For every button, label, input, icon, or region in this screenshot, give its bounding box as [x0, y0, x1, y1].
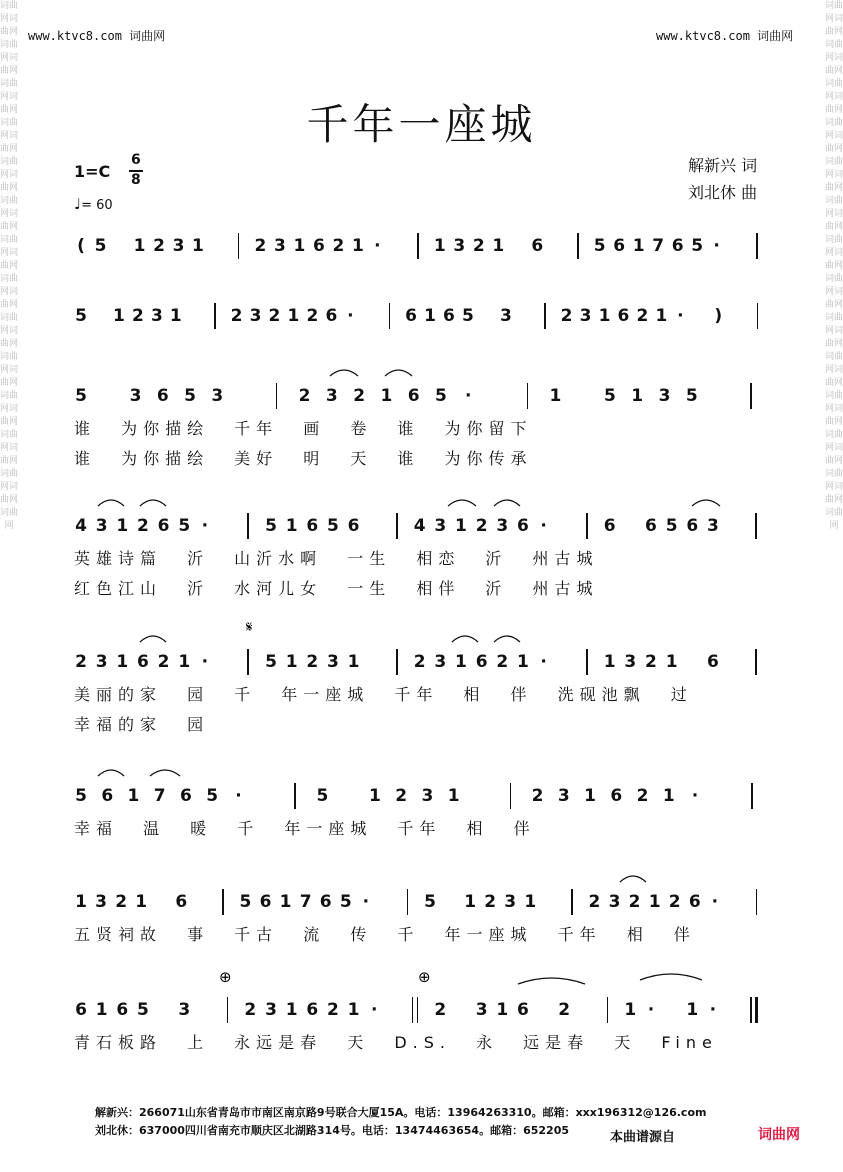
note: 3 [475, 1000, 488, 1020]
dot-mark: · [201, 516, 209, 536]
note: 6 [180, 786, 192, 806]
note: 5 [137, 1000, 149, 1020]
note: 5 [94, 236, 107, 256]
note: 1 [178, 652, 191, 672]
lyric-line: 五贤祠故 事 千古 流 传 千 年一座城 千年 相 伴 [74, 925, 696, 944]
note: 1 [347, 652, 360, 672]
note: 2 [131, 306, 144, 326]
note: 2 [636, 786, 649, 806]
side-watermark-text: 词曲网词曲网词曲网词曲网词曲网词曲网词曲网词曲网词曲网词曲网词曲网词曲网词曲网词曲网词曲网词曲网词曲网词曲网词曲网词曲网词曲网词曲网词曲网词曲网词曲网词曲网词曲网 [825, 1, 843, 531]
note: 1 [496, 1000, 509, 1020]
note: 6 [443, 306, 455, 326]
footer-line-1: 解新兴：266071山东省青岛市市南区南京路9号联合大厦15A。电话：13964263310。邮箱：xxx196312@126.com [95, 1106, 707, 1119]
paren-mark: ( [77, 236, 85, 256]
time-signature-top: 6 [131, 152, 141, 168]
note: 1 [169, 306, 182, 326]
quarter-note-icon: ♩ [74, 195, 82, 213]
note: 5 [665, 516, 678, 536]
note: 1 [380, 386, 393, 406]
note: 1 [95, 1000, 108, 1020]
note: 3 [325, 386, 338, 406]
footer-line-2: 刘北休：637000四川省南充市顺庆区北湖路314号。电话：13474463654。邮箱：652205 [95, 1124, 569, 1137]
slur-arc [448, 500, 476, 506]
note: 5 [685, 386, 698, 406]
slur-arc [98, 770, 124, 776]
note: 1 [424, 306, 436, 326]
note: 2 [636, 306, 649, 326]
note: 3 [499, 306, 512, 326]
lyricist-credit: 解新兴 词 [688, 156, 758, 175]
slur-arc [692, 500, 720, 506]
note: 2 [628, 892, 641, 912]
note: 3 [434, 516, 447, 536]
note: 3 [178, 1000, 191, 1020]
note: 2 [560, 306, 573, 326]
note: 3 [496, 516, 509, 536]
note: 3 [504, 892, 517, 912]
note: 3 [327, 652, 339, 672]
note: 6 [517, 516, 529, 536]
note: 3 [608, 892, 621, 912]
note: 1 [279, 892, 292, 912]
note: 7 [652, 236, 665, 256]
dot-mark: · [371, 1000, 378, 1020]
note: 7 [153, 786, 166, 806]
note: 5 [75, 386, 87, 406]
note: 1 [116, 516, 129, 536]
note: 6 [617, 306, 630, 326]
slur-arc [620, 876, 646, 882]
note: 3 [453, 236, 466, 256]
note: 5 [604, 386, 616, 406]
note: 3 [624, 652, 637, 672]
note: 5 [75, 306, 87, 326]
note: 5 [239, 892, 252, 912]
song-title: 千年一座城 [306, 100, 537, 149]
note: 1 [287, 306, 300, 326]
lyric-line: 幸福 温 暖 千 年一座城 千年 相 伴 [74, 819, 536, 838]
note: 6 [319, 892, 332, 912]
slur-arc [150, 770, 180, 776]
slur-arc [140, 500, 166, 506]
note: 1 [603, 652, 616, 672]
note: 2 [645, 652, 657, 672]
note: 1 [648, 892, 661, 912]
note: 3 [95, 652, 108, 672]
note: 6 [405, 306, 417, 326]
note: 1 [686, 1000, 699, 1020]
note: 6 [116, 1000, 129, 1020]
dot-mark: · [691, 786, 699, 806]
note: 1 [455, 652, 467, 672]
note: 6 [347, 516, 360, 536]
note: 3 [249, 306, 262, 326]
lyric-line: 谁 为你描绘 千年 画 卷 谁 为你留下 [74, 419, 533, 438]
coda-icon: ⊕ [219, 968, 232, 986]
source-note: 本曲谱源自 [610, 1130, 676, 1145]
note: 5 [339, 892, 352, 912]
site-url-right[interactable]: www.ktvc8.com 词曲网 [656, 29, 794, 43]
note: 5 [327, 516, 339, 536]
note: 5 [75, 786, 87, 806]
note: 5 [184, 386, 196, 406]
note: 1 [447, 786, 460, 806]
note: 2 [75, 652, 87, 672]
note: 6 [645, 516, 657, 536]
lyric-line: 谁 为你描绘 美好 明 天 谁 为你传承 [74, 449, 533, 468]
note: 1 [368, 786, 381, 806]
note: 2 [558, 1000, 571, 1020]
note: 1 [662, 786, 675, 806]
segno-icon: 𝄋 [246, 618, 253, 636]
note: 2 [668, 892, 681, 912]
slur-arc [494, 636, 520, 642]
note: 6 [531, 236, 544, 256]
note: 1 [133, 236, 146, 256]
paren-mark: ) [714, 306, 723, 326]
note: 1 [135, 892, 148, 912]
note: 6 [325, 306, 338, 326]
note: 1 [464, 892, 477, 912]
note: 2 [472, 236, 485, 256]
ktvc8-logo[interactable]: 词曲网 [758, 1127, 800, 1143]
note: 5 [265, 516, 277, 536]
note: 1 [285, 1000, 298, 1020]
dot-mark: · [347, 306, 354, 326]
note: 2 [115, 892, 128, 912]
note: 1 [285, 652, 298, 672]
slur-arc [140, 636, 166, 642]
note: 1 [347, 1000, 360, 1020]
note: 6 [613, 236, 626, 256]
note: 2 [327, 1000, 339, 1020]
dot-mark: · [464, 386, 472, 406]
note: 6 [259, 892, 272, 912]
note: 2 [395, 786, 408, 806]
note: 2 [353, 386, 366, 406]
key-signature: 1=C [74, 162, 111, 181]
note: 5 [265, 652, 277, 672]
note: 6 [706, 652, 719, 672]
note: 1 [632, 236, 645, 256]
note: 3 [706, 516, 719, 536]
note: 6 [603, 516, 616, 536]
note: 6 [686, 516, 699, 536]
time-signature-bottom: 8 [131, 172, 141, 188]
note: 1 [492, 236, 505, 256]
dot-mark: · [540, 516, 547, 536]
note: 1 [293, 236, 306, 256]
slur-arc [640, 974, 702, 980]
note: 1 [517, 652, 529, 672]
note: 1 [524, 892, 537, 912]
note: 1 [655, 306, 668, 326]
note: 1 [113, 306, 125, 326]
note: 4 [413, 516, 426, 536]
note: 5 [434, 386, 447, 406]
note: 2 [306, 652, 319, 672]
note: 3 [129, 386, 142, 406]
note: 2 [588, 892, 601, 912]
note: 7 [299, 892, 312, 912]
lyric-line: 美丽的家 园 千 年一座城 千年 相 伴 洗砚池飘 过 [74, 685, 693, 704]
note: 1 [631, 386, 644, 406]
lyric-line: 幸福的家 园 [74, 715, 210, 734]
note: 3 [95, 516, 108, 536]
note: 2 [496, 652, 509, 672]
lyric-line: 红色江山 沂 水河儿女 一生 相伴 沂 州古城 [74, 579, 599, 598]
note: 2 [137, 516, 149, 536]
note: 2 [244, 1000, 257, 1020]
note: 3 [273, 236, 286, 256]
note: 1 [549, 386, 562, 406]
note: 3 [150, 306, 163, 326]
note: 1 [127, 786, 140, 806]
note: 6 [137, 652, 149, 672]
note: 5 [593, 236, 606, 256]
note: 2 [254, 236, 267, 256]
note: 6 [306, 516, 319, 536]
lyric-line: 青石板路 上 永远是春 天 D.S. 永 远是春 天 Fine [74, 1033, 718, 1052]
note: 1 [455, 516, 467, 536]
dot-mark: · [711, 892, 719, 912]
dot-mark: · [201, 652, 209, 672]
tempo-value: = 60 [81, 198, 113, 213]
note: 2 [413, 652, 426, 672]
composer-credit: 刘北休 曲 [688, 183, 758, 202]
side-watermark-text: 词曲网词曲网词曲网词曲网词曲网词曲网词曲网词曲网词曲网词曲网词曲网词曲网词曲网词曲网词曲网词曲网词曲网词曲网词曲网词曲网词曲网词曲网词曲网词曲网词曲网词曲网词曲网 [0, 1, 18, 531]
note: 2 [268, 306, 281, 326]
note: 3 [421, 786, 434, 806]
slur-arc [452, 636, 478, 642]
note: 3 [265, 1000, 277, 1020]
note: 3 [557, 786, 570, 806]
note: 2 [230, 306, 243, 326]
note: 6 [517, 1000, 529, 1020]
note: 1 [624, 1000, 637, 1020]
note: 6 [671, 236, 684, 256]
note: 4 [75, 516, 87, 536]
note: 3 [95, 892, 107, 912]
dot-mark: · [647, 1000, 655, 1020]
note: 2 [484, 892, 497, 912]
note: 5 [424, 892, 436, 912]
note: 1 [75, 892, 87, 912]
note: 6 [75, 1000, 87, 1020]
slur-arc [518, 978, 585, 984]
note: 6 [157, 516, 170, 536]
dot-mark: · [362, 892, 370, 912]
note: 6 [610, 786, 623, 806]
note: 3 [434, 652, 447, 672]
note: 6 [306, 1000, 319, 1020]
note: 6 [688, 892, 701, 912]
dot-mark: · [374, 236, 381, 256]
note: 2 [434, 1000, 447, 1020]
note: 5 [206, 786, 219, 806]
note: 1 [598, 306, 611, 326]
note: 3 [211, 386, 224, 406]
note: 6 [312, 236, 325, 256]
note: 2 [298, 386, 311, 406]
note: 1 [116, 652, 129, 672]
note: 5 [316, 786, 329, 806]
note: 5 [691, 236, 704, 256]
note: 2 [531, 786, 544, 806]
slur-arc [98, 500, 124, 506]
note: 6 [475, 652, 488, 672]
note: 5 [178, 516, 191, 536]
note: 2 [306, 306, 319, 326]
dot-mark: · [540, 652, 547, 672]
slur-arc [330, 370, 358, 376]
dot-mark: · [709, 1000, 717, 1020]
dot-mark: · [713, 236, 720, 256]
note: 1 [433, 236, 446, 256]
note: 3 [658, 386, 671, 406]
slur-arc [494, 500, 520, 506]
note: 6 [101, 786, 114, 806]
note: 1 [584, 786, 596, 806]
note: 6 [407, 386, 420, 406]
site-url-left[interactable]: www.ktvc8.com 词曲网 [28, 29, 166, 43]
note: 2 [332, 236, 345, 256]
coda-icon: ⊕ [418, 968, 431, 986]
slur-arc [385, 370, 412, 376]
note: 1 [665, 652, 678, 672]
note: 3 [172, 236, 185, 256]
note: 1 [192, 236, 204, 256]
note: 6 [156, 386, 169, 406]
note: 6 [175, 892, 188, 912]
note: 2 [153, 236, 165, 256]
note: 2 [475, 516, 488, 536]
dot-mark: · [677, 306, 684, 326]
note: 3 [579, 306, 592, 326]
dot-mark: · [235, 786, 242, 806]
lyric-line: 英雄诗篇 沂 山沂水啊 一生 相恋 沂 州古城 [74, 549, 599, 568]
note: 2 [157, 652, 170, 672]
note: 1 [285, 516, 298, 536]
note: 1 [351, 236, 364, 256]
note: 5 [462, 306, 474, 326]
